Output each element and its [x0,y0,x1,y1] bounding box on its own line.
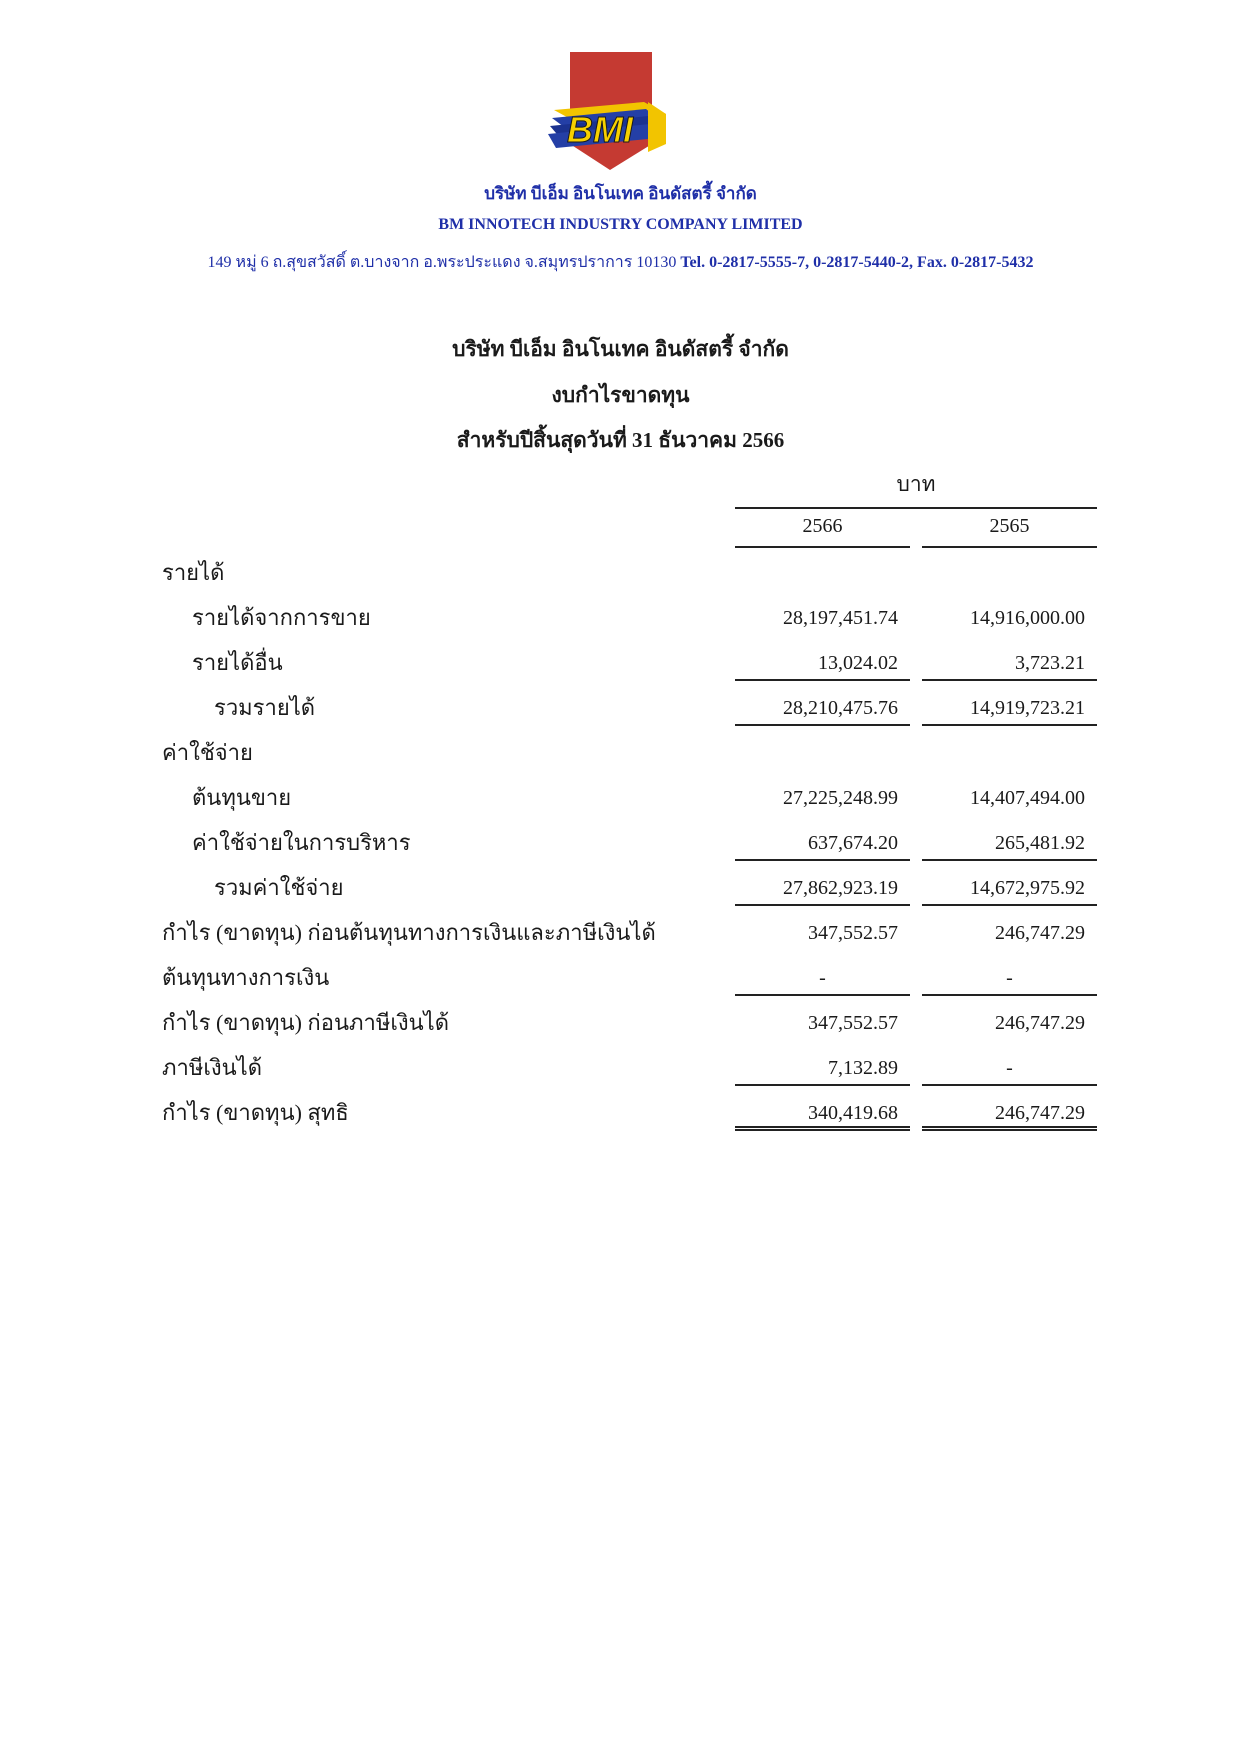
value-2565: 14,916,000.00 [970,607,1085,629]
row-label: รายได้อื่น [192,650,283,675]
row-expenses-heading [0,735,1241,779]
value-2566: 28,210,475.76 [735,690,910,726]
row-label: กำไร (ขาดทุน) สุทธิ [162,1100,349,1125]
bmi-logo-graphic [548,52,674,174]
row-label: ต้นทุนทางการเงิน [162,965,330,990]
value-2566: 28,197,451.74 [783,607,898,629]
row-total-revenue [0,690,1241,734]
company-logo [548,52,674,174]
row-admin-expenses [0,825,1241,869]
row-label: รายได้ [162,560,225,585]
value-2566: 27,862,923.19 [735,870,910,906]
company-address-line [0,250,1241,275]
value-2565: 246,747.29 [922,1095,1097,1131]
value-2566: 7,132.89 [735,1050,910,1086]
row-income-tax [0,1050,1241,1094]
value-2565: 3,723.21 [922,645,1097,681]
value-2565: 14,919,723.21 [922,690,1097,726]
row-finance-costs [0,960,1241,1004]
value-2565: 246,747.29 [995,1012,1085,1034]
value-2566: 27,225,248.99 [783,787,898,809]
row-label: รวมค่าใช้จ่าย [214,875,344,900]
statement-company: บริษัท บีเอ็ม อินโนเทค อินดัสตรี้ จำกัด [452,337,789,361]
value-2565: 246,747.29 [995,922,1085,944]
row-revenue-heading [0,555,1241,599]
value-2566: 347,552.57 [808,922,898,944]
row-label: ค่าใช้จ่าย [162,740,253,765]
row-profit-before-tax [0,1005,1241,1049]
year-header-prior: 2565 [922,515,1097,548]
row-label: ภาษีเงินได้ [162,1055,263,1080]
value-2565: - [922,960,1097,996]
value-2565: 265,481.92 [922,825,1097,861]
year-header-current: 2566 [735,515,910,548]
statement-period: สำหรับปีสิ้นสุดวันที่ 31 ธันวาคม 2566 [456,428,785,452]
company-address: 149 หมู่ 6 ถ.สุขสวัสดิ์ ต.บางจาก อ.พระประแดง จ.สมุทรปราการ 10130 [207,254,677,271]
row-cost-of-sales [0,780,1241,824]
row-net-profit [0,1095,1241,1139]
value-2565: 14,407,494.00 [970,787,1085,809]
row-other-income [0,645,1241,689]
row-label: กำไร (ขาดทุน) ก่อนภาษีเงินได้ [162,1010,450,1035]
row-sales-revenue [0,600,1241,644]
value-2565: 14,672,975.92 [922,870,1097,906]
row-total-expenses [0,870,1241,914]
statement-title: งบกำไรขาดทุน [551,383,690,407]
row-label: ต้นทุนขาย [192,785,292,810]
row-label: รวมรายได้ [214,695,316,720]
value-2566: 347,552.57 [808,1012,898,1034]
value-2566: 340,419.68 [735,1095,910,1131]
company-contact: Tel. 0-2817-5555-7, 0-2817-5440-2, Fax. 0-2817-5432 [680,254,1034,271]
row-profit-before-finance-and-tax [0,915,1241,959]
row-label: ค่าใช้จ่ายในการบริหาร [192,830,411,855]
value-2566: 13,024.02 [735,645,910,681]
company-name-english: BM INNOTECH INDUSTRY COMPANY LIMITED [438,216,803,233]
company-name-thai: บริษัท บีเอ็ม อินโนเทค อินดัสตรี้ จำกัด [484,184,757,203]
value-2566: 637,674.20 [735,825,910,861]
row-label: กำไร (ขาดทุน) ก่อนต้นทุนทางการเงินและภาษีเงินได้ [162,920,656,945]
currency-unit: บาท [735,468,1097,509]
value-2565: - [922,1050,1097,1086]
row-label: รายได้จากการขาย [192,605,371,630]
logo-text: BMI [567,109,633,150]
value-2566: - [735,960,910,996]
